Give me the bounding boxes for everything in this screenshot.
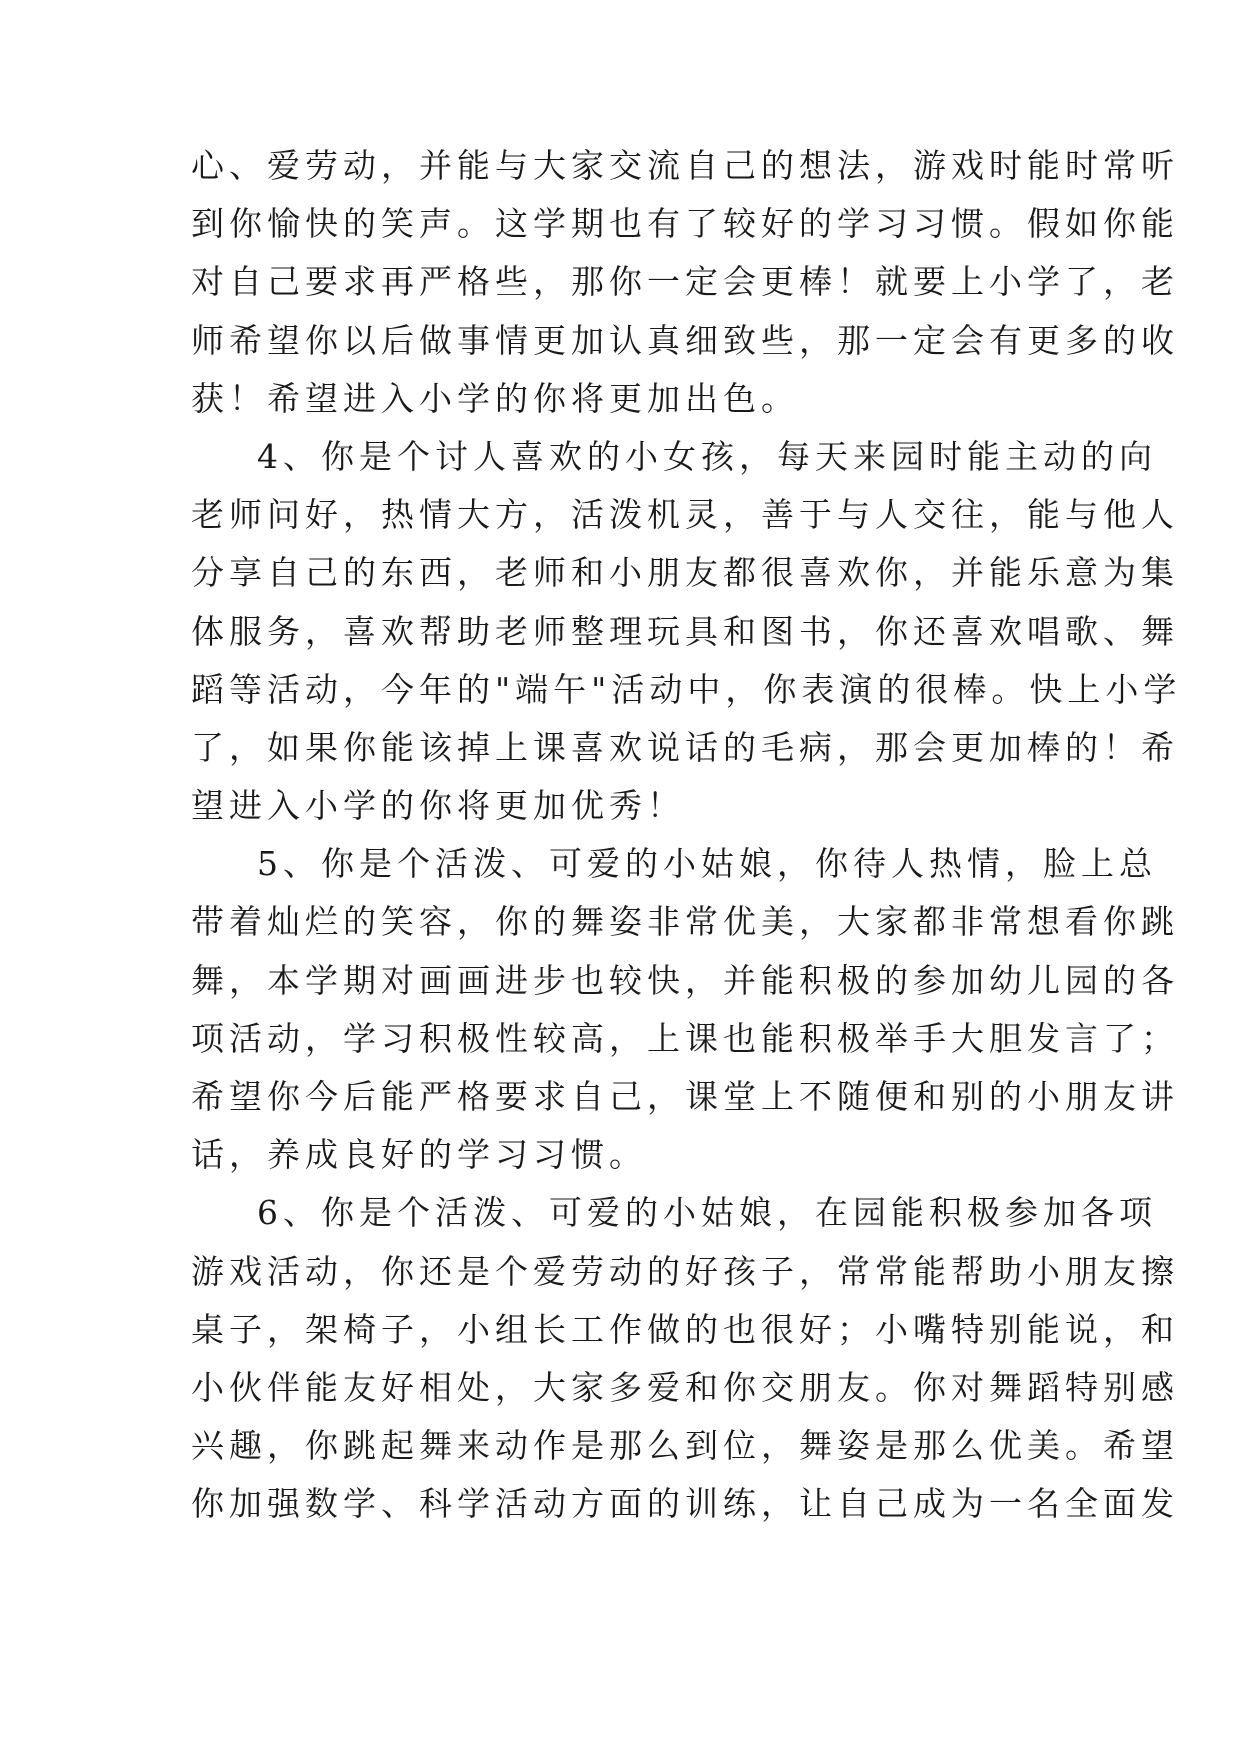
text-line: 望进入小学的你将更加优秀！ <box>191 786 685 826</box>
text-line: 师希望你以后做事情更加认真细致些，那一定会有更多的收 <box>191 320 1179 360</box>
text-line: 蹈等活动，今年的"端午"活动中，你表演的很棒。快上小学 <box>191 669 1182 709</box>
text-line: 桌子，架椅子，小组长工作做的也很好；小嘴特别能说，和 <box>191 1309 1179 1349</box>
text-line: 到你愉快的笑声。这学期也有了较好的学习习惯。假如你能 <box>191 204 1179 244</box>
text-line: 对自己要求再严格些，那你一定会更棒！就要上小学了，老 <box>191 262 1179 302</box>
text-line: 兴趣，你跳起舞来动作是那么到位，舞姿是那么优美。希望 <box>191 1426 1179 1466</box>
text-line: 了，如果你能该掉上课喜欢说话的毛病，那会更加棒的！希 <box>191 727 1179 767</box>
text-line: 你加强数学、科学活动方面的训练，让自己成为一名全面发 <box>191 1484 1179 1524</box>
text-line: 话，养成良好的学习习惯。 <box>191 1135 647 1175</box>
paragraph-start-line: 4、你是个讨人喜欢的小女孩，每天来园时能主动的向 <box>257 436 1157 476</box>
text-line: 分享自己的东西，老师和小朋友都很喜欢你，并能乐意为集 <box>191 553 1179 593</box>
text-line: 心、爱劳动，并能与大家交流自己的想法，游戏时能时常听 <box>191 146 1179 185</box>
text-line: 带着灿烂的笑容，你的舞姿非常优美，大家都非常想看你跳 <box>191 902 1179 942</box>
text-line: 游戏活动，你还是个爱劳动的好孩子，常常能帮助小朋友擦 <box>191 1251 1179 1291</box>
text-line: 小伙伴能友好相处，大家多爱和你交朋友。你对舞蹈特别感 <box>191 1367 1179 1407</box>
text-line: 项活动，学习积极性较高，上课也能积极举手大胆发言了； <box>191 1018 1179 1058</box>
text-line: 舞，本学期对画画进步也较快，并能积极的参加幼儿园的各 <box>191 960 1179 1000</box>
paragraph-start-line: 6、你是个活泼、可爱的小姑娘，在园能积极参加各项 <box>257 1193 1157 1233</box>
text-line: 老师问好，热情大方，活泼机灵，善于与人交往，能与他人 <box>191 495 1179 535</box>
text-line: 获！希望进入小学的你将更加出色。 <box>191 378 799 418</box>
document-body <box>191 137 1182 1534</box>
text-line: 体服务，喜欢帮助老师整理玩具和图书，你还喜欢唱歌、舞 <box>191 611 1179 651</box>
text-line: 希望你今后能严格要求自己，课堂上不随便和别的小朋友讲 <box>191 1077 1179 1116</box>
paragraph-start-line: 5、你是个活泼、可爱的小姑娘，你待人热情，脸上总 <box>257 844 1157 884</box>
